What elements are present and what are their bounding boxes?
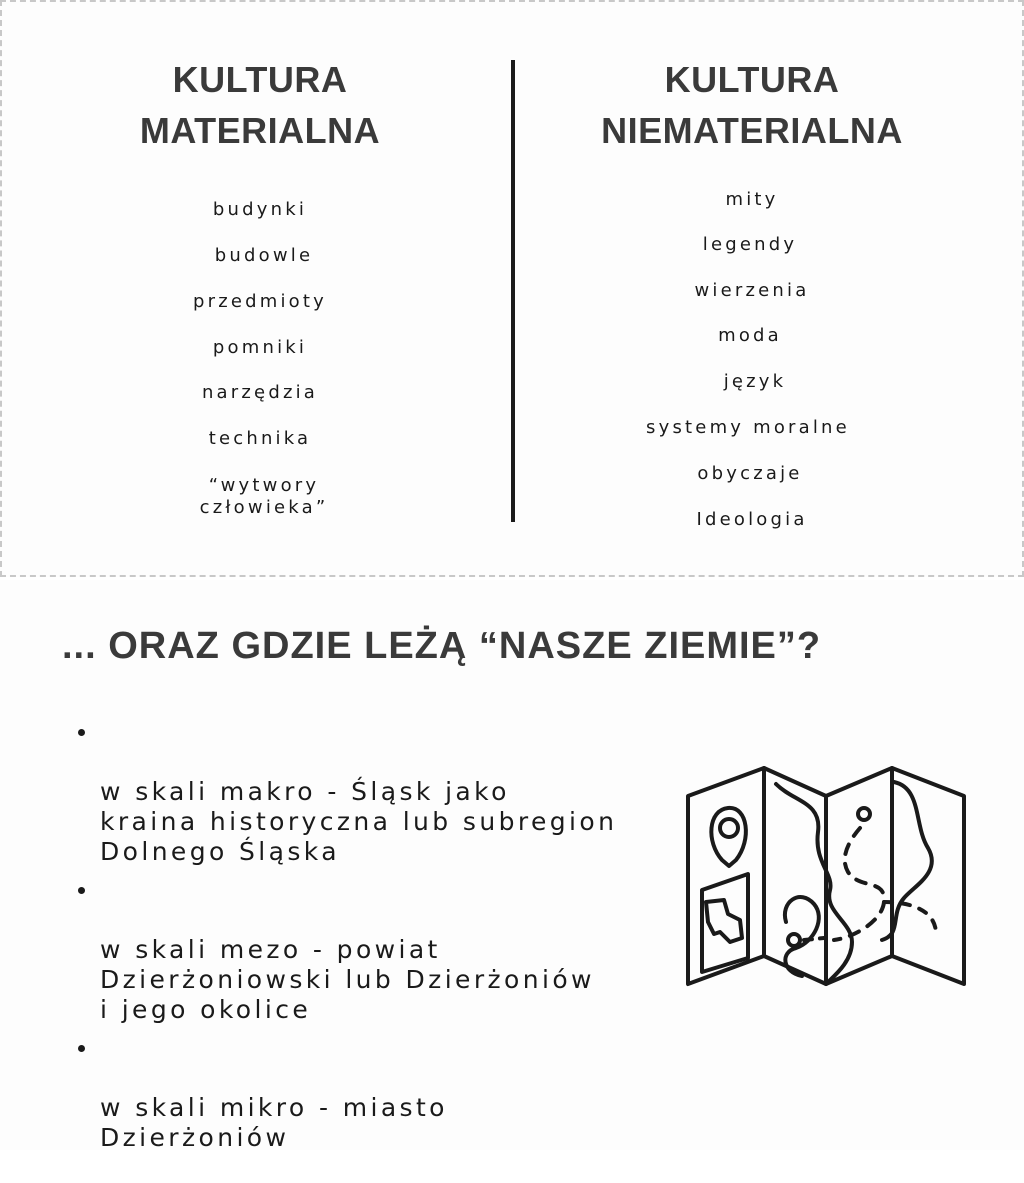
material-item: narzędzia [201, 382, 319, 403]
material-item: budynki [212, 199, 308, 220]
material-item: technika [208, 428, 312, 449]
immaterial-culture-title: KULTURA NIEMATERIALNA [601, 59, 903, 151]
column-divider [511, 60, 515, 522]
bullet-dot [78, 729, 85, 736]
immaterial-item: moda [718, 325, 782, 346]
bullet-dot [78, 1045, 85, 1052]
bullet-text: w skali mezo - powiat Dzierżoniowski lub Dzierżoniów i jego okolice [100, 935, 595, 1024]
material-item: pomniki [212, 337, 308, 358]
immaterial-item: wierzenia [694, 280, 810, 301]
immaterial-item: systemy moralne [646, 417, 850, 438]
immaterial-item: legendy [702, 234, 798, 255]
bullet-item [78, 717, 617, 897]
bullet-item [78, 875, 595, 1055]
immaterial-item: Ideologia [696, 509, 808, 530]
material-item: budowle [214, 245, 314, 266]
question-heading: ... ORAZ GDZIE LEŻĄ “NASZE ZIEMIE”? [62, 625, 822, 667]
bullet-text: w skali mikro - miasto Dzierżoniów [100, 1093, 448, 1152]
folded-map-icon [684, 762, 969, 990]
immaterial-item: język [723, 371, 787, 392]
immaterial-item: obyczaje [697, 463, 803, 484]
material-culture-title: KULTURA MATERIALNA [139, 59, 381, 151]
bullet-text: w skali makro - Śląsk jako kraina historyczna lub subregion Dolnego Śląska [100, 777, 618, 866]
material-item: przedmioty [192, 291, 328, 312]
immaterial-item: mity [725, 189, 779, 210]
bullet-dot [78, 887, 85, 894]
bullet-item [78, 1033, 448, 1183]
material-item: “wytwory człowieka” [199, 475, 329, 518]
top-slide [0, 0, 1024, 577]
